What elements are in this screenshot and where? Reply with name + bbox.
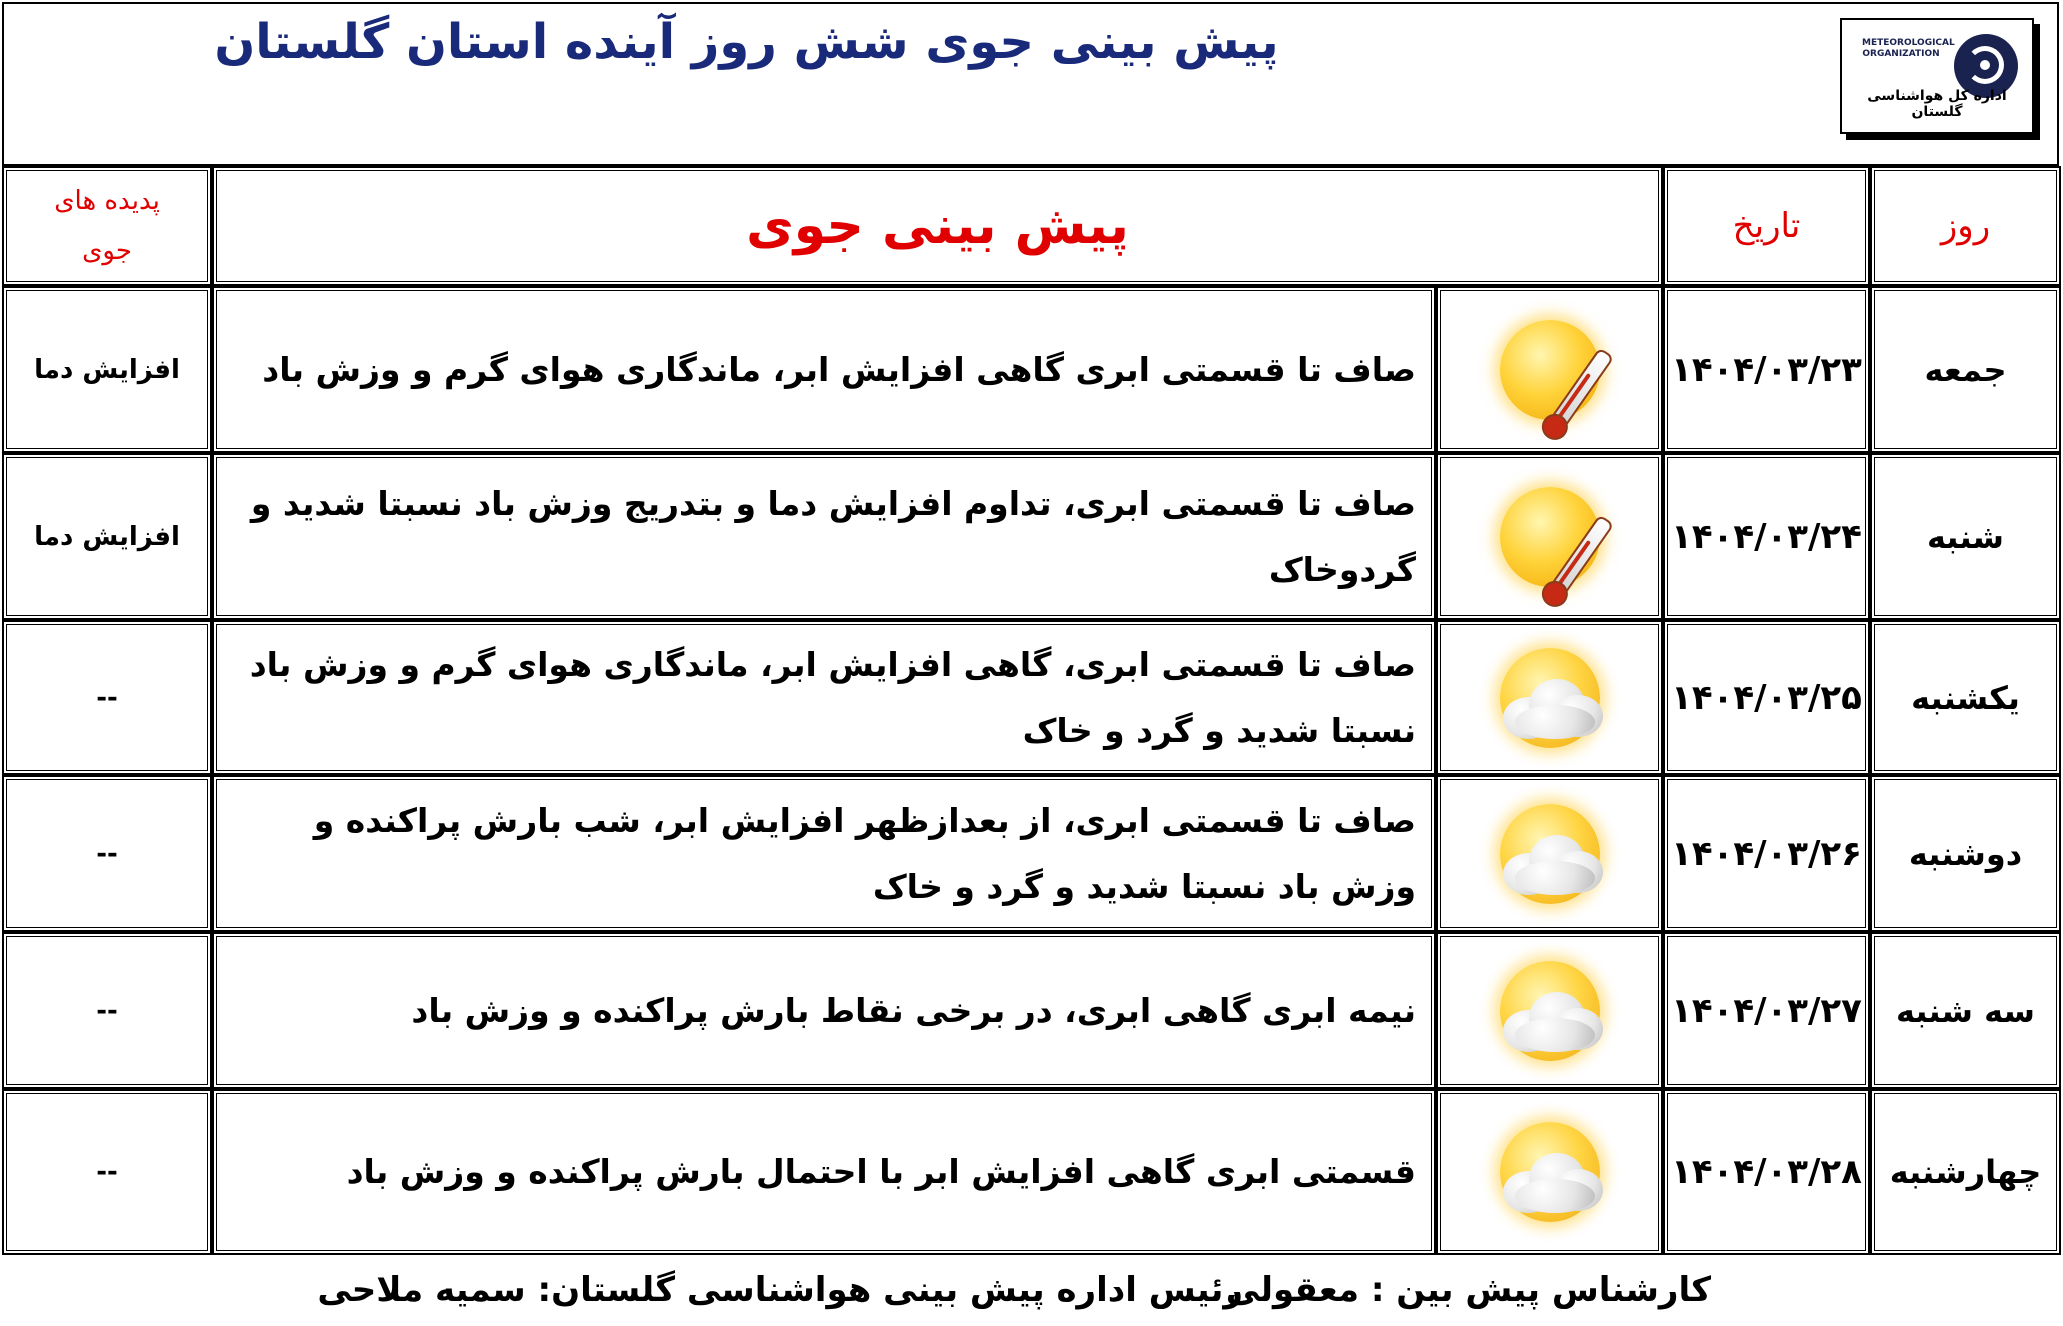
sun-thermometer-icon [1485, 472, 1615, 602]
sun-thermometer-icon [1485, 305, 1615, 435]
weather-icon-cell [1436, 620, 1663, 775]
forecast-text-cell [212, 286, 1436, 453]
header-phenomena-line1: پدیده های [54, 186, 160, 216]
logo-persian-text: اداره کل هواشناسی گلستان [1867, 88, 2007, 120]
partly-cloudy-icon [1485, 789, 1615, 919]
header-phenomena-line2: جوی [82, 236, 132, 266]
forecast-text: صاف تا قسمتی ابری، گاهی افزایش ابر، ماندگاری هوای گرم و وزش باد نسبتا شدید و گرد و خاک [249, 644, 1416, 750]
weather-icon-cell [1436, 932, 1663, 1089]
day-cell: شنبه [1870, 453, 2061, 620]
date-cell: ۱۴۰۴/۰۳/۲۴ [1663, 453, 1870, 620]
forecast-text: صاف تا قسمتی ابری، از بعدازظهر افزایش ابر، شب بارش پراکنده و وزش باد نسبتا شدید و گرد و خاک [313, 800, 1416, 906]
phenomena-cell: -- [2, 620, 212, 775]
day-cell: یکشنبه [1870, 620, 2061, 775]
header-date: تاریخ [1663, 166, 1870, 286]
forecast-text-cell [212, 620, 1436, 775]
logo-english-text: METEOROLOGICAL ORGANIZATION [1862, 38, 1955, 59]
phenomena-cell: افزایش دما [2, 453, 212, 620]
forecast-text-cell [212, 453, 1436, 620]
forecast-text-cell [212, 1089, 1436, 1255]
weather-icon-cell [1436, 1089, 1663, 1255]
date-cell: ۱۴۰۴/۰۳/۲۷ [1663, 932, 1870, 1089]
phenomena-cell: -- [2, 932, 212, 1089]
forecaster-name: کارشناس پیش بین : معقولی [1225, 1270, 1711, 1310]
date-cell: ۱۴۰۴/۰۳/۲۳ [1663, 286, 1870, 453]
day-cell: سه شنبه [1870, 932, 2061, 1089]
forecast-text-cell [212, 932, 1436, 1089]
header-phenomena [2, 166, 212, 286]
weather-icon-cell [1436, 775, 1663, 932]
phenomena-cell: -- [2, 775, 212, 932]
header-day: روز [1870, 166, 2061, 286]
phenomena-cell: افزایش دما [2, 286, 212, 453]
forecast-text: صاف تا قسمتی ابری، تداوم افزایش دما و بتدریج وزش باد نسبتا شدید و گردوخاک [250, 483, 1416, 589]
partly-cloudy-icon [1485, 946, 1615, 1076]
day-cell: چهارشنبه [1870, 1089, 2061, 1255]
day-cell: دوشنبه [1870, 775, 2061, 932]
weather-icon-cell [1436, 286, 1663, 453]
weather-icon-cell [1436, 453, 1663, 620]
day-cell: جمعه [1870, 286, 2061, 453]
partly-cloudy-icon [1485, 1107, 1615, 1237]
header-forecast: پیش بینی جوی [212, 166, 1663, 286]
date-cell: ۱۴۰۴/۰۳/۲۸ [1663, 1089, 1870, 1255]
forecast-text: قسمتی ابری گاهی افزایش ابر با احتمال بارش پراکنده و وزش باد [346, 1152, 1416, 1191]
date-cell: ۱۴۰۴/۰۳/۲۵ [1663, 620, 1870, 775]
phenomena-cell: -- [2, 1089, 212, 1255]
forecast-text: نیمه ابری گاهی ابری، در برخی نقاط بارش پراکنده و وزش باد [411, 990, 1416, 1030]
chief-name: رئیس اداره پیش بینی هواشناسی گلستان: سمیه ملاحی [317, 1270, 1243, 1310]
partly-cloudy-icon [1485, 633, 1615, 763]
organization-logo [1840, 18, 2034, 134]
forecast-text-cell [212, 775, 1436, 932]
forecast-text: صاف تا قسمتی ابری گاهی افزایش ابر، ماندگاری هوای گرم و وزش باد [262, 349, 1416, 389]
date-cell: ۱۴۰۴/۰۳/۲۶ [1663, 775, 1870, 932]
page-title: پیش بینی جوی شش روز آینده استان گلستان [214, 14, 1279, 70]
